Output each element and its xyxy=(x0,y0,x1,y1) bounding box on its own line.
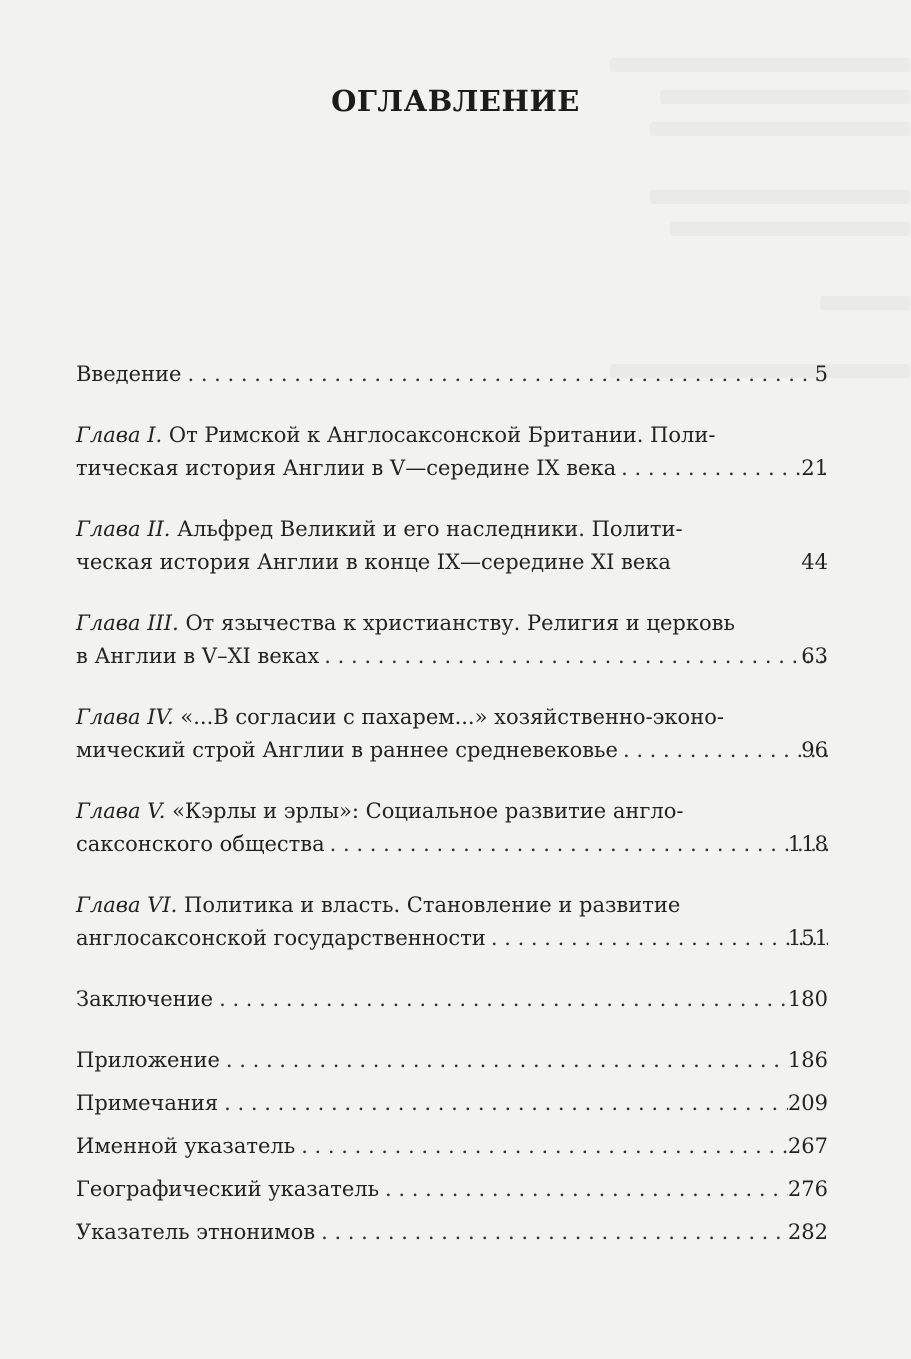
entry-title-line2: мический строй Англии в раннее средневековье xyxy=(76,738,618,762)
chapter-label: Глава VI. xyxy=(76,893,178,917)
entry-title: Указатель этнонимов xyxy=(76,1220,316,1244)
toc-entry-introduction[interactable] xyxy=(76,358,828,391)
toc-entry-appendix[interactable] xyxy=(76,1044,828,1077)
entry-title: Географический указатель xyxy=(76,1177,380,1201)
toc-entry-name-index[interactable] xyxy=(76,1130,828,1163)
entry-title-line2: ческая история Англии в конце IX—середине XI века xyxy=(76,550,671,574)
leader-dots xyxy=(213,983,788,1016)
page-number: 209 xyxy=(787,1091,828,1115)
entry-title-line2: саксонского общества xyxy=(76,832,325,856)
entry-title-line1: «...В согласии с пахарем...» хозяйственно-эконо- xyxy=(180,705,724,729)
chapter-label: Глава III. xyxy=(76,611,179,635)
entry-title-line2: англосаксонской государственности xyxy=(76,926,486,950)
chapter-label: Глава IV. xyxy=(76,705,174,729)
leader-dots xyxy=(616,452,828,485)
leader-dots xyxy=(319,640,828,673)
toc-entry-conclusion[interactable] xyxy=(76,983,828,1016)
table-of-contents xyxy=(76,358,828,1249)
entry-title-line2: тическая история Англии в V—середине IX века xyxy=(76,456,617,480)
toc-entry-chapter-4[interactable]: Глава IV. «...В согласии с пахарем...» хозяйственно-эконо- мический строй Англии в раннее средневековье . . . 96 xyxy=(76,701,828,767)
entry-title-line1: Альфред Великий и его наследники. Полити- xyxy=(177,517,683,541)
entry-title-line2: в Англии в V–XI веках xyxy=(76,644,320,668)
page-number: 276 xyxy=(787,1177,828,1201)
entry-title: Примечания xyxy=(76,1091,219,1115)
entry-title-line1: «Кэрлы и эрлы»: Социальное развитие англо- xyxy=(172,799,684,823)
entry-title: Приложение xyxy=(76,1048,220,1072)
chapter-label: Глава II. xyxy=(76,517,171,541)
leader-dots xyxy=(315,1216,788,1249)
page-number: 5 xyxy=(814,362,828,386)
page-number: 282 xyxy=(787,1220,828,1244)
toc-entry-geographic-index[interactable] xyxy=(76,1173,828,1206)
entry-title: Введение xyxy=(76,362,182,386)
leader-dots xyxy=(379,1173,788,1206)
page-title: ОГЛАВЛЕНИЕ xyxy=(331,84,580,118)
toc-entry-ethnonym-index[interactable] xyxy=(76,1216,828,1249)
leader-dots xyxy=(295,1130,788,1163)
entry-title-line1: Политика и власть. Становление и развитие xyxy=(184,893,681,917)
toc-entry-chapter-3[interactable]: Глава III. От язычества к христианству. Религия и церковь в Англии в V–XI веках . . . 63 xyxy=(76,607,828,673)
entry-title-line1: От язычества к христианству. Религия и церковь xyxy=(185,611,735,635)
toc-entry-notes[interactable] xyxy=(76,1087,828,1120)
leader-dots xyxy=(181,358,814,391)
toc-entry-chapter-5[interactable]: Глава V. «Кэрлы и эрлы»: Социальное развитие англо- саксонского общества . . . 118 xyxy=(76,795,828,861)
leader-dots xyxy=(325,828,828,861)
leader-dots xyxy=(220,1044,788,1077)
leader-dots xyxy=(486,922,828,955)
entry-title: Именной указатель xyxy=(76,1134,296,1158)
toc-entry-chapter-6[interactable]: Глава VI. Политика и власть. Становление и развитие англосаксонской государственности . . . 151 xyxy=(76,889,828,955)
entry-title: Заключение xyxy=(76,987,214,1011)
leader-dots xyxy=(218,1087,788,1120)
chapter-label: Глава I. xyxy=(76,423,163,447)
chapter-label: Глава V. xyxy=(76,799,166,823)
page-number: 180 xyxy=(787,987,828,1011)
leader-dots xyxy=(618,734,828,767)
entry-title-line1: От Римской к Англосаксонской Британии. Поли- xyxy=(168,423,716,447)
page-number: 186 xyxy=(787,1048,828,1072)
page-number: 267 xyxy=(787,1134,828,1158)
toc-entry-chapter-2[interactable]: Глава II. Альфред Великий и его наследники. Полити- ческая история Англии в конце IX—середине XI века 44 xyxy=(76,513,828,579)
toc-entry-chapter-1[interactable]: Глава I. От Римской к Англосаксонской Британии. Поли- тическая история Англии в V—середине IX века . . . 21 xyxy=(76,419,828,485)
